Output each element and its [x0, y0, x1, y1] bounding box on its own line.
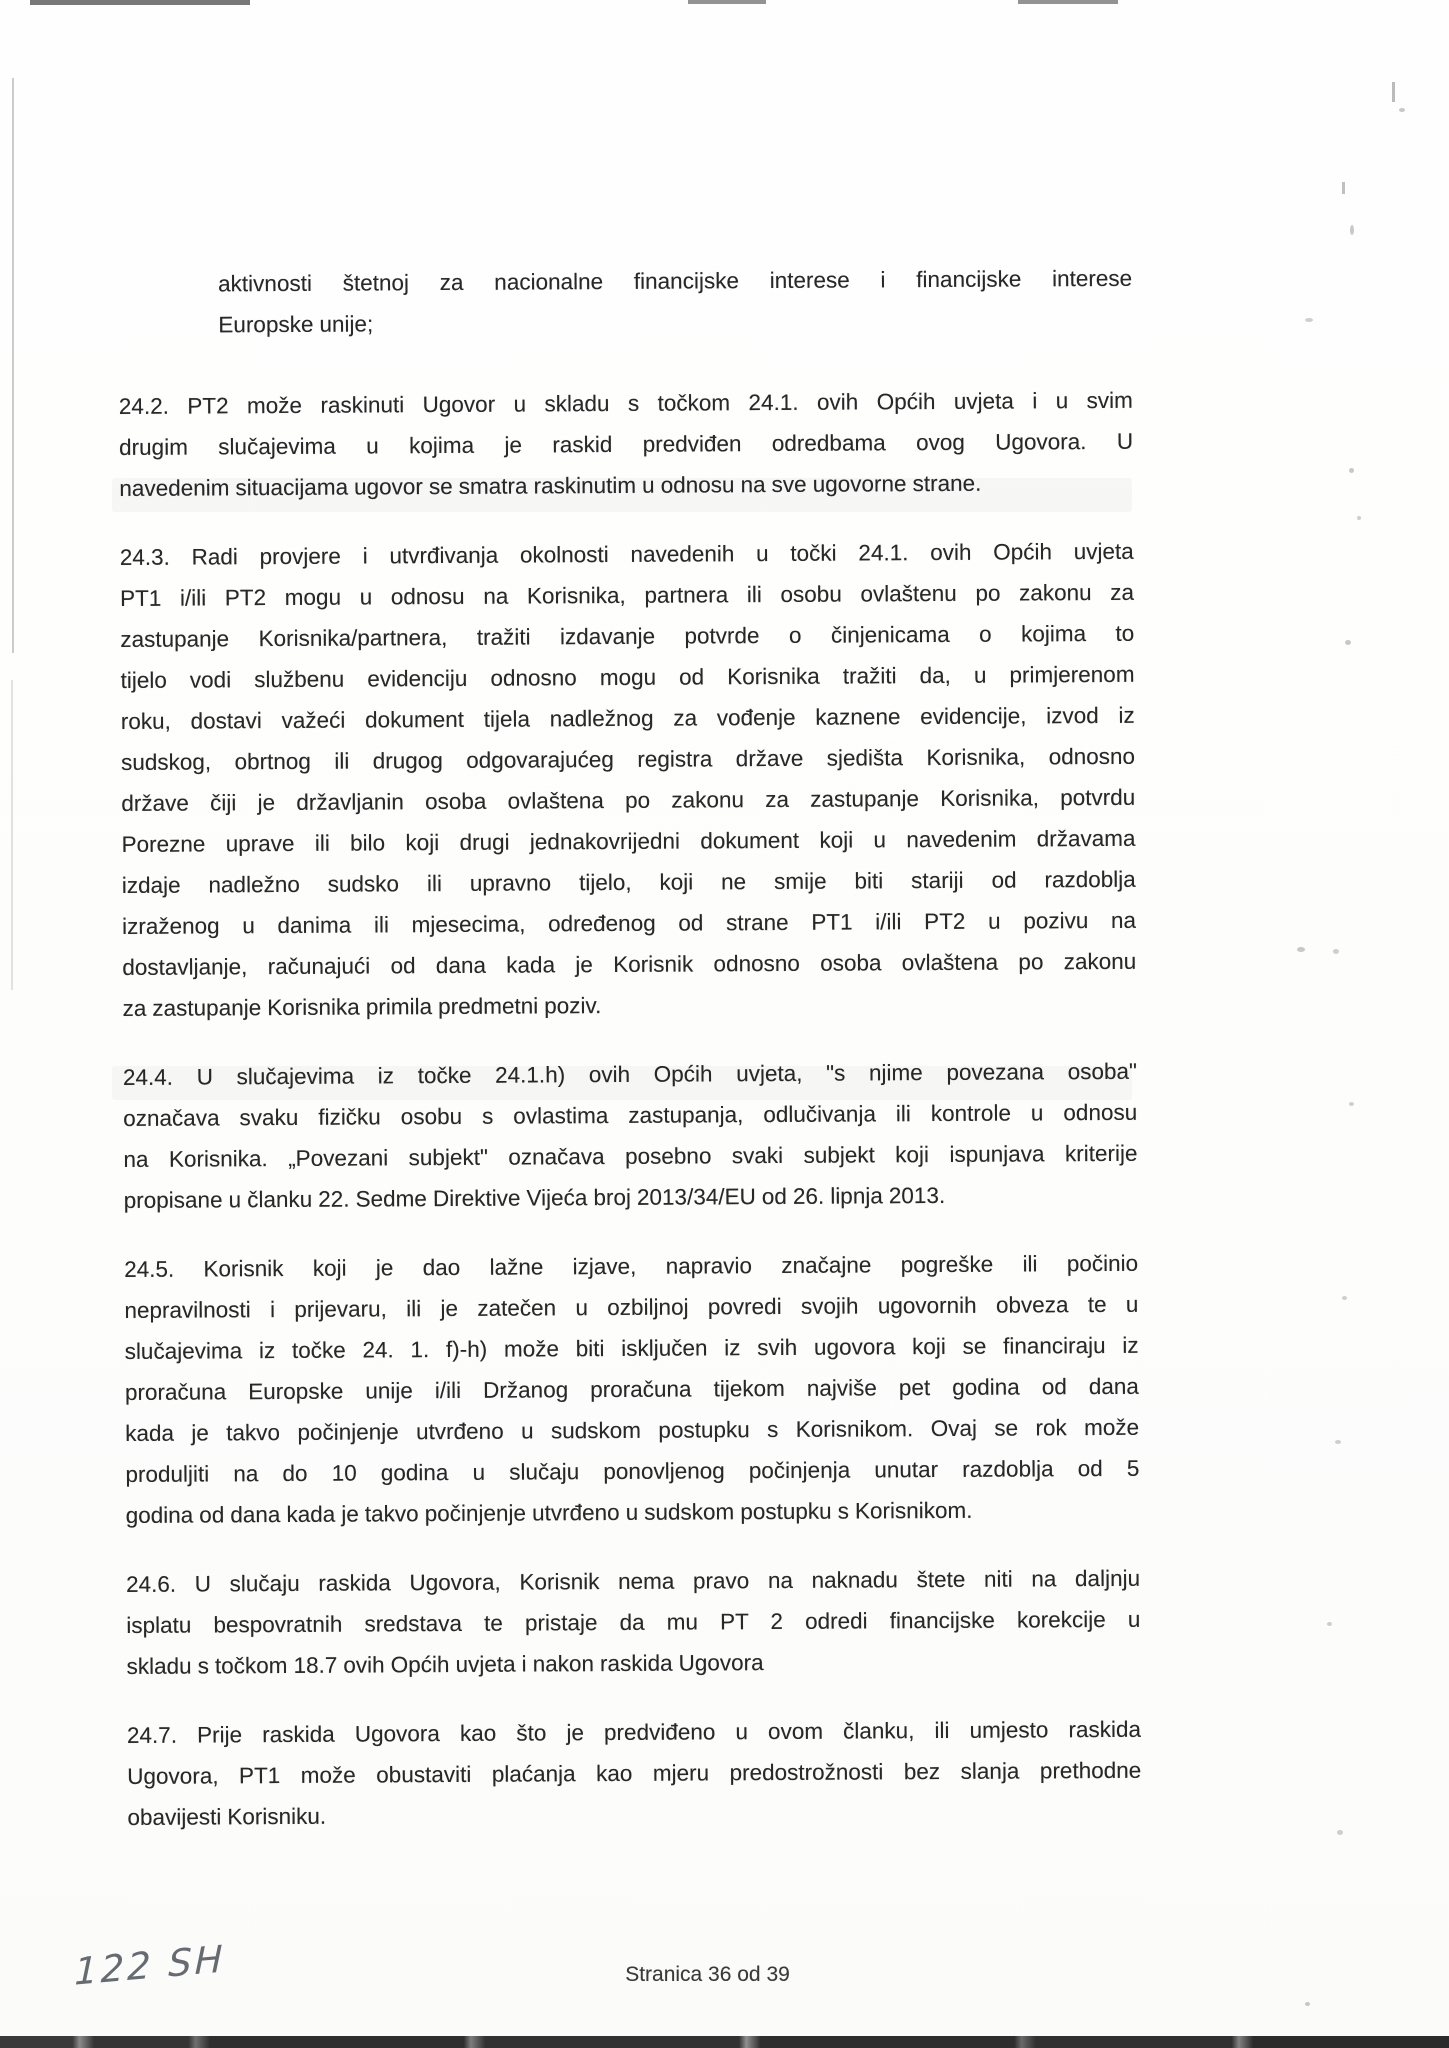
- text-line: izdaje nadležno sudsko ili upravno tijelo, koji ne smije biti stariji od razdoblja: [121, 866, 1136, 898]
- scan-speck: [1327, 1622, 1332, 1626]
- scan-speck: [1349, 468, 1354, 473]
- text-line: na Korisnika. „Povezani subjekt" označava posebno svaki subjekt koji ispunjava kriterije: [123, 1140, 1138, 1172]
- page-number: Stranica 36 od 39: [625, 1963, 790, 1986]
- scan-speck: [1342, 1296, 1347, 1300]
- text-column: [118, 258, 1142, 1866]
- text-line: slučajevima iz točke 24. 1. f)-h) može biti isključen iz svih ugovora koji se financiraju iz: [124, 1332, 1139, 1364]
- text-line: obavijesti Korisniku.: [127, 1803, 327, 1830]
- text-line: navedenim situacijama ugovor se smatra raskinutim u odnosu na sve ugovorne strane.: [119, 470, 982, 501]
- text-line: nepravilnosti i prijevaru, ili je zatečen u ozbiljnoj povredi svojih ugovornih obveza te u: [124, 1291, 1139, 1323]
- text-line: godina od dana kada je takvo počinjenje utvrđeno u sudskom postupku s Korisnikom.: [125, 1497, 973, 1528]
- text-line: tijelo vodi službenu evidenciju odnosno mogu od Korisnika tražiti da, u primjerenom: [120, 661, 1135, 693]
- text-line: propisane u članku 22. Sedme Direktive Vijeća broj 2013/34/EU od 26. lipnja 2013.: [123, 1182, 946, 1213]
- text-line: 24.4. U slučajevima iz točke 24.1.h) ovih Općih uvjeta, "s njime povezana osoba": [122, 1058, 1138, 1090]
- handwritten-note: 122 SH: [73, 1937, 226, 1994]
- text-line: isplatu bespovratnih sredstava te pristaje da mu PT 2 odredi financijske korekcije u: [126, 1606, 1141, 1638]
- clause-24-7: [127, 1709, 1142, 1838]
- text-line: skladu s točkom 18.7 ovih Općih uvjeta i nakon raskida Ugovora: [126, 1650, 764, 1679]
- text-line: 24.3. Radi provjere i utvrđivanja okolnosti navedenih u točki 24.1. ovih Općih uvjeta: [119, 538, 1134, 570]
- scan-speck: [1350, 225, 1354, 235]
- scan-speck: [1335, 1440, 1341, 1444]
- text-line: države čiji je državljanin osoba ovlaštena po zakonu za zastupanje Korisnika, potvrdu: [121, 784, 1136, 816]
- scan-edge-bottom: [0, 2036, 1449, 2048]
- scan-fold-line: [11, 680, 13, 990]
- scan-edge-top: [30, 0, 250, 5]
- scan-speck: [1399, 108, 1405, 112]
- text-line: drugim slučajevima u kojima je raskid predviđen odredbama ovog Ugovora. U: [119, 428, 1134, 460]
- clause-24-4: [123, 1051, 1138, 1221]
- text-line: označava svaku fizičku osobu s ovlastima zastupanja, odlučivanja ili kontrole u odnosu: [123, 1099, 1138, 1131]
- text-line: produljiti na do 10 godina u slučaju ponovljenog počinjenja unutar razdoblja od 5: [125, 1455, 1140, 1487]
- text-line: izraženog u danima ili mjesecima, određenog od strane PT1 i/ili PT2 u pozivu na: [121, 907, 1137, 939]
- scan-speck: [1342, 182, 1345, 194]
- footer-row: [118, 1896, 1132, 1995]
- scan-speck: [1297, 947, 1305, 952]
- text-line: zastupanje Korisnika/partnera, tražiti izdavanje potvrde o činjenicama o kojima to: [120, 620, 1135, 652]
- text-line: aktivnosti štetnoj za nacionalne financijske interese i financijske interese: [218, 265, 1133, 297]
- text-line: 24.2. PT2 može raskinuti Ugovor u skladu s točkom 24.1. ovih Općih uvjeta i u svim: [118, 387, 1133, 419]
- text-line: Porezne uprave ili bilo koji drugi jednakovrijedni dokument koji u navedenim državama: [121, 825, 1136, 857]
- clause-24-5: [124, 1243, 1140, 1536]
- scan-edge-top: [688, 0, 766, 4]
- scan-speck: [1305, 2002, 1310, 2006]
- text-line: 24.7. Prije raskida Ugovora kao što je predviđeno u ovom članku, ili umjesto raskida: [126, 1716, 1142, 1748]
- scan-speck: [1392, 82, 1395, 102]
- text-line: 24.5. Korisnik koji je dao lažne izjave, napravio značajne pogreške ili počinio: [124, 1250, 1139, 1282]
- text-line: dostavljanje, računajući od dana kada je Korisnik odnosno osoba ovlaštena po zakonu: [122, 948, 1137, 980]
- text-line: proračuna Europske unije i/ili Držanog proračuna tijekom najviše pet godina od dana: [124, 1373, 1139, 1405]
- scan-speck: [1357, 516, 1361, 520]
- text-line: sudskog, obrtnog ili drugog odgovarajućeg registra države sjedišta Korisnika, odnosno: [120, 743, 1136, 775]
- text-line: za zastupanje Korisnika primila predmetni poziv.: [122, 993, 602, 1021]
- text-line: Europske unije;: [218, 311, 374, 338]
- scan-edge-top: [1018, 0, 1118, 4]
- text-line: PT1 i/ili PT2 mogu u odnosu na Korisnika, partnera ili osobu ovlaštenu po zakonu za: [119, 579, 1135, 611]
- list-item-continuation: [218, 258, 1132, 346]
- scan-speck: [1349, 1102, 1354, 1106]
- scan-speck: [1337, 1830, 1343, 1835]
- clause-24-2: [119, 380, 1134, 509]
- text-line: 24.6. U slučaju raskida Ugovora, Korisnik nema pravo na naknadu štete niti na daljnju: [125, 1565, 1141, 1597]
- text-line: kada je takvo počinjenje utvrđeno u sudskom postupku s Korisnikom. Ovaj se rok može: [125, 1414, 1140, 1446]
- scan-speck: [1305, 318, 1313, 322]
- scan-speck: [1345, 640, 1351, 645]
- text-line: roku, dostavi važeći dokument tijela nadležnog za vođenje kaznene evidencije, izvod iz: [120, 702, 1135, 734]
- clause-24-3: [120, 531, 1137, 1029]
- scan-fold-line: [12, 78, 14, 653]
- text-line: Ugovora, PT1 može obustaviti plaćanja kao mjeru predostrožnosti bez slanja prethodne: [127, 1757, 1142, 1789]
- scan-speck: [1333, 949, 1339, 954]
- clause-24-6: [126, 1558, 1141, 1687]
